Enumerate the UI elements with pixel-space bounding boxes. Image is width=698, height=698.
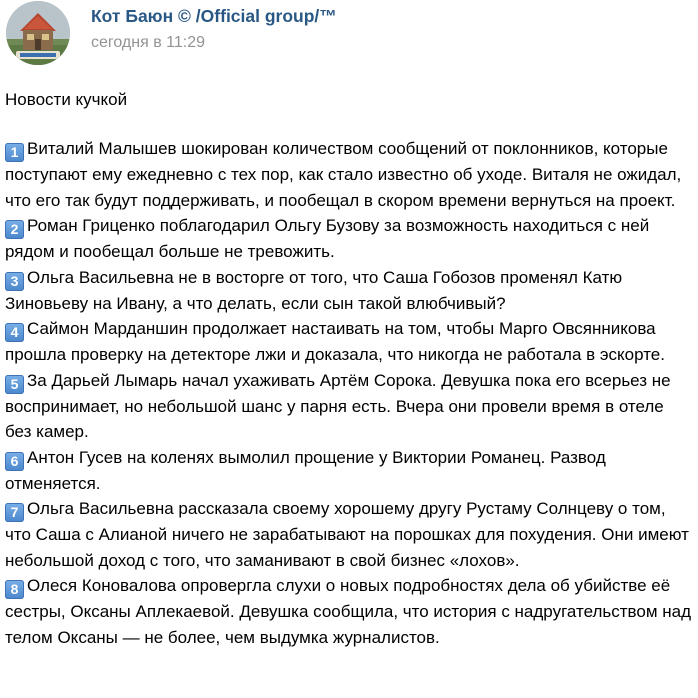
news-item-text: Ольга Васильевна не в восторге от того, что Саша Гобозов променял Катю Зиновьеву на Ивану, а что делать, если сын такой влюбчивый? <box>5 267 623 313</box>
news-item <box>5 573 691 650</box>
news-item <box>5 316 691 368</box>
news-item-text: Роман Гриценко поблагодарил Ольгу Бузову за возможность находиться с ней рядом и пообещал больше не тревожить. <box>5 216 650 261</box>
news-item <box>5 265 691 317</box>
news-item-text: Саймон Марданшин продолжает настаивать на том, чтобы Марго Овсянникова прошла проверку на детекторе лжи и доказала, что никогда не работала в эскорте. <box>5 319 665 364</box>
news-item-text: Антон Гусев на коленях вымолил прощение у Виктории Романец. Развод отменяется. <box>5 447 606 493</box>
post-header <box>0 0 698 80</box>
house-icon <box>6 1 70 65</box>
group-name-link[interactable]: Кот Баюн © /Official group/™ <box>91 6 337 26</box>
group-avatar[interactable] <box>6 1 70 65</box>
keycap-1-icon: 1 <box>5 143 24 162</box>
post-date[interactable]: сегодня в 11:29 <box>91 34 206 51</box>
post-headline: Новости кучкой <box>5 90 128 109</box>
news-item-text: Виталий Малышев шокирован количеством сообщений от поклонников, которые поступают ему ежедневно с тех пор, как стало известно об уходе. Виталя не ожидал, что его так будут поддерживать, и пообещал в скором времени вернуться на проект. <box>5 139 682 210</box>
keycap-7-icon: 7 <box>5 503 24 522</box>
news-item-text: Ольга Васильевна рассказала своему хорошему другу Рустаму Солнцеву о том, что Саша с Алианой ничего не зарабатывают на порошках для похудения. Они имеют небольшой доход с того, что заманивают в свой бизнес «лохов». <box>5 499 689 570</box>
keycap-2-icon: 2 <box>5 220 24 239</box>
news-item <box>5 445 691 497</box>
news-list <box>5 136 691 650</box>
keycap-4-icon: 4 <box>5 323 24 342</box>
news-item-text: Олеся Коновалова опровергла слухи о новых подробностях дела об убийстве её сестры, Оксаны Аплекаевой. Девушка сообщила, что история с надругательством над телом Оксаны — не более, чем выдумка журналистов. <box>5 576 691 647</box>
keycap-8-icon: 8 <box>5 580 24 599</box>
news-item <box>5 213 691 265</box>
news-item <box>5 136 691 213</box>
news-item <box>5 368 691 445</box>
keycap-3-icon: 3 <box>5 272 24 291</box>
keycap-5-icon: 5 <box>5 375 24 394</box>
news-item-text: За Дарьей Лымарь начал ухаживать Артём Сорока. Девушка пока его всерьез не воспринимает, но небольшой шанс у парня есть. Вчера они провели время в отеле без камер. <box>5 370 671 441</box>
keycap-6-icon: 6 <box>5 452 24 471</box>
news-item <box>5 496 691 573</box>
